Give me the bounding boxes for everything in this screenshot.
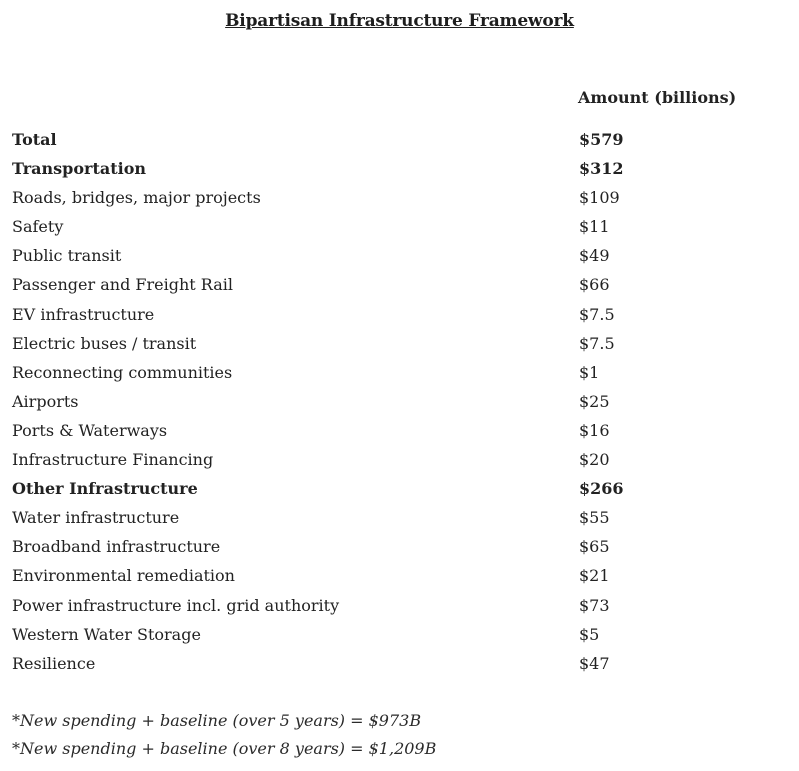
table-section-row — [12, 156, 792, 185]
table-row — [12, 447, 792, 476]
row-amount: $1 — [579, 362, 600, 382]
row-label: Power infrastructure incl. grid authority — [12, 595, 340, 615]
row-label: Water infrastructure — [12, 508, 180, 528]
row-label: Ports & Waterways — [12, 420, 168, 440]
table-section-row — [12, 127, 792, 156]
footnote-8-years: *New spending + baseline (over 8 years) = $1,209B — [12, 739, 437, 758]
row-amount: $11 — [579, 217, 610, 237]
row-label: Safety — [12, 217, 64, 237]
table-row — [12, 593, 792, 622]
table-row — [12, 272, 792, 301]
row-label: Other Infrastructure — [12, 479, 198, 499]
table-row — [12, 360, 792, 389]
row-amount: $49 — [579, 246, 610, 266]
table-row — [12, 563, 792, 592]
table-section-row — [12, 476, 792, 505]
table-row — [12, 534, 792, 563]
row-amount: $16 — [579, 420, 610, 440]
page-title: Bipartisan Infrastructure Framework — [225, 11, 574, 31]
row-amount: $47 — [579, 653, 610, 673]
row-amount: $66 — [579, 275, 610, 295]
row-amount: $65 — [579, 537, 610, 557]
row-label: Roads, bridges, major projects — [12, 188, 261, 208]
row-label: Reconnecting communities — [12, 362, 233, 382]
row-amount: $73 — [579, 595, 610, 615]
row-amount: $20 — [579, 450, 610, 470]
row-amount: $312 — [579, 159, 624, 179]
row-amount: $266 — [579, 479, 624, 499]
table-row — [12, 331, 792, 360]
row-label: Environmental remediation — [12, 566, 235, 586]
row-label: EV infrastructure — [12, 304, 155, 324]
row-amount: $5 — [579, 624, 600, 644]
row-label: Broadband infrastructure — [12, 537, 221, 557]
table-row — [12, 185, 792, 214]
table-row — [12, 418, 792, 447]
row-label: Passenger and Freight Rail — [12, 275, 233, 295]
footnote-5-years: *New spending + baseline (over 5 years) = $973B — [12, 711, 422, 730]
row-amount: $7.5 — [579, 304, 615, 324]
amount-column-header: Amount (billions) — [578, 88, 737, 107]
row-amount: $25 — [579, 391, 610, 411]
row-label: Resilience — [12, 653, 96, 673]
row-amount: $579 — [579, 130, 624, 149]
row-label: Transportation — [12, 159, 146, 179]
row-amount: $7.5 — [579, 333, 615, 353]
row-label: Electric buses / transit — [12, 333, 197, 353]
table-row — [12, 389, 792, 418]
row-label: Western Water Storage — [12, 624, 201, 644]
table-row — [12, 505, 792, 534]
row-amount: $55 — [579, 508, 610, 528]
row-label: Public transit — [12, 246, 122, 266]
table-row — [12, 214, 792, 243]
footnotes — [12, 707, 436, 763]
table-row — [12, 302, 792, 331]
row-amount: $21 — [579, 566, 610, 586]
table-row — [12, 622, 792, 651]
row-label: Total — [12, 130, 57, 149]
funding-table — [12, 127, 792, 680]
row-amount: $109 — [579, 188, 620, 208]
row-label: Infrastructure Financing — [12, 450, 214, 470]
table-row — [12, 651, 792, 680]
table-row — [12, 243, 792, 272]
row-label: Airports — [12, 391, 79, 411]
